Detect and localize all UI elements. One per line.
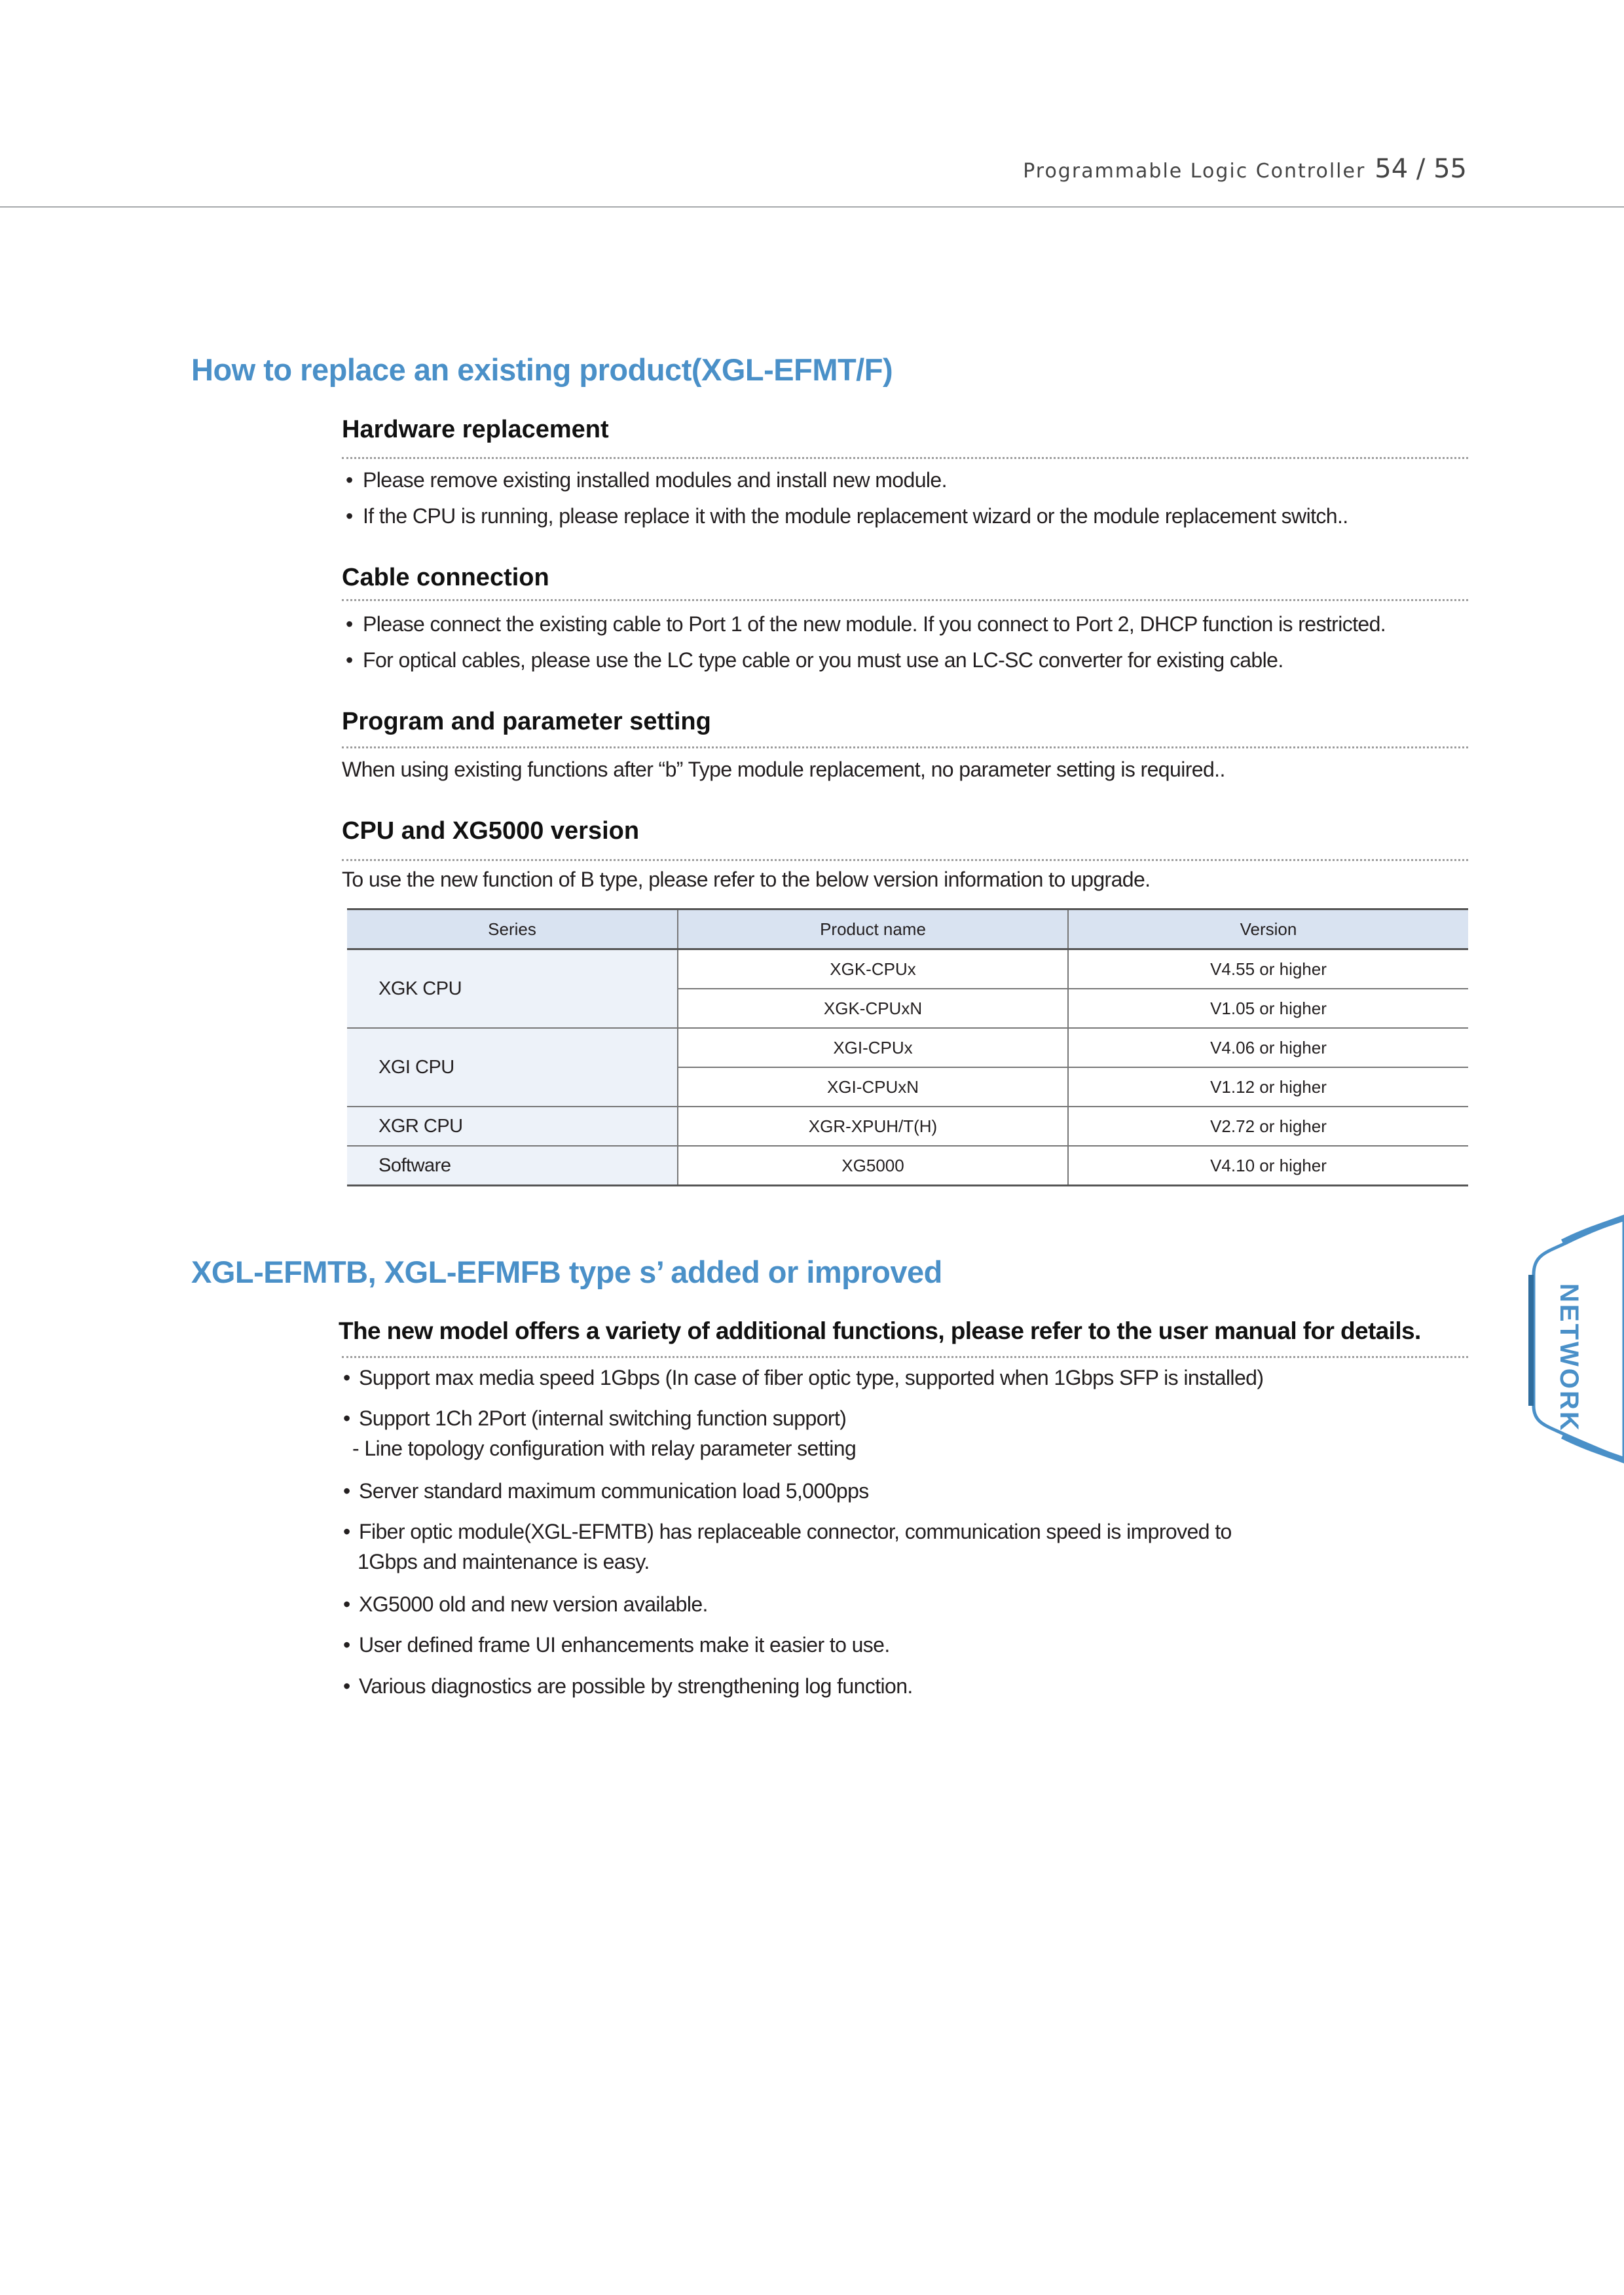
side-tab-label: NETWORK	[1555, 1283, 1583, 1433]
version-cell: V2.72 or higher	[1068, 1107, 1468, 1146]
page-number: 54 / 55	[1375, 154, 1467, 184]
version-cell: V1.05 or higher	[1068, 989, 1468, 1028]
version-cell: V4.06 or higher	[1068, 1028, 1468, 1067]
product-cell: XGR-XPUH/T(H)	[678, 1107, 1068, 1146]
product-cell: XGI-CPUxN	[678, 1067, 1068, 1107]
feature-item-detail: - Line topology configuration with relay parameter setting	[352, 1437, 857, 1460]
product-cell: XGK-CPUx	[678, 949, 1068, 989]
table-row	[347, 1028, 1468, 1067]
feature-item: • XG5000 old and new version available.	[343, 1592, 708, 1616]
feature-item: • Various diagnostics are possible by strengthening log function.	[343, 1674, 913, 1698]
heading-cable-connection: Cable connection	[342, 564, 549, 591]
section-title-added-improved: XGL-EFMTB, XGL-EFMFB type s’ added or improved	[191, 1255, 942, 1289]
dotted-divider	[342, 457, 1468, 459]
section-title-replace: How to replace an existing product(XGL-EFMT/F)	[191, 352, 893, 387]
table-row	[347, 1146, 1468, 1186]
feature-item-detail: 1Gbps and maintenance is easy.	[358, 1550, 650, 1573]
program-text: When using existing functions after “b” Type module replacement, no parameter setting is required..	[342, 758, 1225, 781]
heading-cpu-version: CPU and XG5000 version	[342, 817, 640, 845]
product-cell: XGK-CPUxN	[678, 989, 1068, 1028]
version-cell: V4.10 or higher	[1068, 1146, 1468, 1186]
dotted-divider	[342, 1356, 1468, 1358]
series-cell: XGK CPU	[347, 949, 678, 1029]
heading-program-parameter: Program and parameter setting	[342, 708, 711, 735]
series-cell: XGR CPU	[347, 1107, 678, 1146]
cpu-text: To use the new function of B type, please refer to the below version information to upgrade.	[342, 868, 1151, 891]
table-row	[347, 949, 1468, 989]
version-table	[347, 908, 1468, 1186]
dotted-divider	[342, 859, 1468, 861]
table-row	[347, 1107, 1468, 1146]
version-cell: V4.55 or higher	[1068, 949, 1468, 989]
running-header	[1023, 154, 1467, 184]
col-header-series: Series	[347, 909, 678, 949]
version-cell: V1.12 or higher	[1068, 1067, 1468, 1107]
feature-item: • Fiber optic module(XGL-EFMTB) has replaceable connector, communication speed is improved to	[343, 1520, 1232, 1543]
hardware-item-1: • Please remove existing installed modules and install new module.	[346, 468, 947, 492]
dotted-divider	[342, 599, 1468, 601]
feature-item: • User defined frame UI enhancements make it easier to use.	[343, 1633, 890, 1657]
dotted-divider	[342, 746, 1468, 748]
cable-item-2: • For optical cables, please use the LC type cable or you must use an LC-SC converter for existing cable.	[346, 648, 1283, 672]
table-header-row	[347, 909, 1468, 949]
product-cell: XGI-CPUx	[678, 1028, 1068, 1067]
col-header-version: Version	[1068, 909, 1468, 949]
feature-item: • Support 1Ch 2Port (internal switching function support)	[343, 1406, 847, 1430]
subheading-new-model: The new model offers a variety of additional functions, please refer to the user manual for details.	[339, 1317, 1421, 1344]
hardware-item-2: • If the CPU is running, please replace it with the module replacement wizard or the module replacement switch..	[346, 504, 1348, 528]
feature-item: • Support max media speed 1Gbps (In case of fiber optic type, supported when 1Gbps SFP is installed)	[343, 1366, 1264, 1389]
series-cell: Software	[347, 1146, 678, 1186]
heading-hardware-replacement: Hardware replacement	[342, 416, 609, 443]
header-rule	[0, 206, 1624, 208]
feature-item: • Server standard maximum communication load 5,000pps	[343, 1479, 869, 1503]
product-cell: XG5000	[678, 1146, 1068, 1186]
cable-item-1: • Please connect the existing cable to Port 1 of the new module. If you connect to Port 2, DHCP function is restricted.	[346, 612, 1386, 636]
header-title: Programmable Logic Controller	[1023, 160, 1366, 183]
series-cell: XGI CPU	[347, 1028, 678, 1107]
col-header-product: Product name	[678, 909, 1068, 949]
